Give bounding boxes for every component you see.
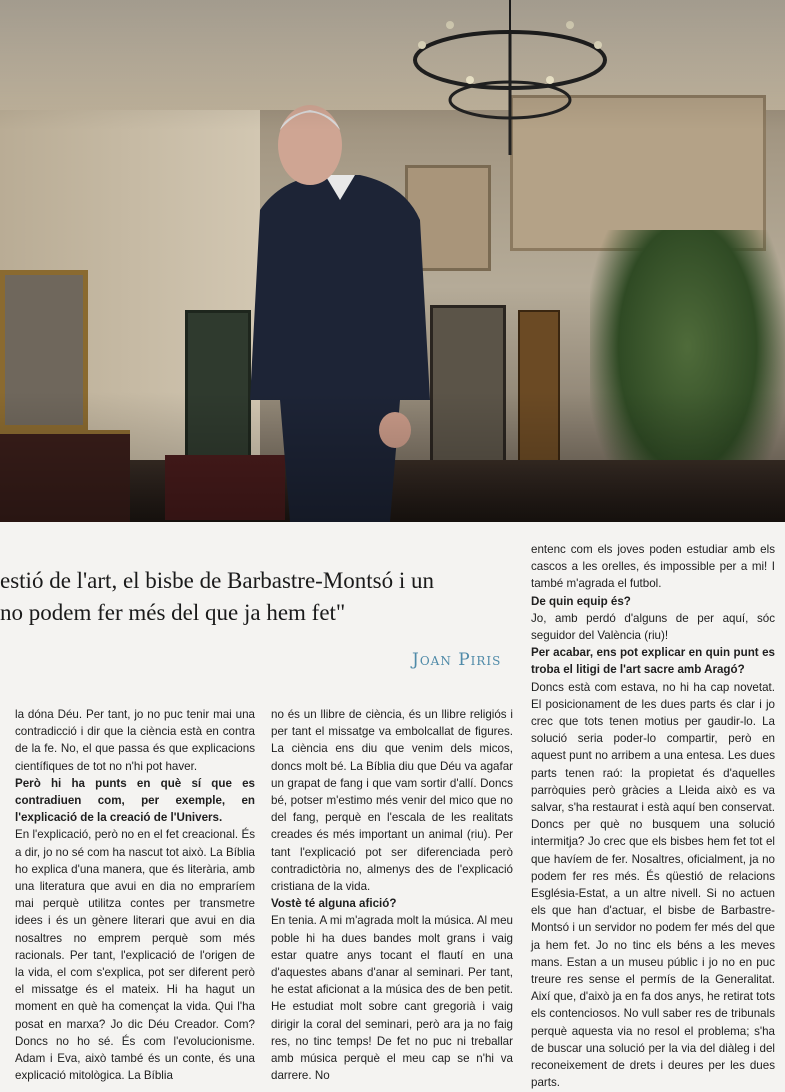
interview-question: Per acabar, ens pot explicar en quin punt es troba el litigi de l'art sacre amb Aragó?	[531, 646, 775, 677]
interview-question: Vostè té alguna afició?	[271, 897, 397, 911]
interview-answer: Doncs està com estava, no hi ha cap novetat. El posicionament de les dues parts és clar i jo crec que tots tenen motius per gaudir-lo. La solució seria poder-lo compartir, però en aquest punt no arribem a una entesa. Les dues parts tenen raó: la propietat és d'aquelles parròquies però gràcies a Lleida això es va salvar, s'ha restaurat i està aquí ben conservat. Doncs per què no busquem una solució intermitja? Jo crec que els bisbes hem fet tot el que havíem de fer. Nosaltres, oficialment, ja no podem fer res més. És qüestió de relacions Església-Estat, a un altre nivell. Si no actuen els que han d'actuar, el bisbe de Barbastre-Montsó i un servidor no podem fer més del que ja hem fet. Jo no tinc els béns a les meves mans. Estan a un museu públic i jo no en puc treure res sense el permís de la Generalitat. Així que, d'això ja en fa dos anys, he retirat tots els contenciosos. No vull saber res de tribunals perquè aquesta via no resol el problema; s'ha de buscar una solució per la via del diàleg i del reconeixement de drets i deures per les dues parts.	[531, 680, 775, 1090]
interview-answer: no és un llibre de ciència, és un llibre religiós i per tant el missatge va embolcallat de figures. La ciència ens diu que venim dels micos, doncs molt bé. La Bíblia diu que Déu va agafar un grapat de fang i que vam sortir d'allí. Doncs bé, potser m'estimo més venir del mico que no del fang, perquè en l'escala de les realitats creades és més important un animal (riu). Per tant l'explicació pot ser diferenciada però contradictòria no, almenys des de l'explicació cristiana de la vida.	[271, 708, 513, 894]
article-column-3	[531, 541, 775, 1092]
interview-answer: la dóna Déu. Per tant, jo no puc tenir mai una contradicció i dir que la ciència està en contra de la fe. No, el que passa és que explicacions científiques de tot no n'hi pot haver.	[15, 708, 255, 773]
interview-question: Però hi ha punts en què sí que es contradiuen com, per exemple, en l'explicació de la creació de l'Univers.	[15, 776, 255, 825]
interview-answer: entenc com els joves poden estudiar amb els cascos a les orelles, és impossible per a mi! I també m'agrada el futbol.	[531, 543, 775, 591]
headline-line-2: no podem fer més del que ja hem fet"	[0, 600, 346, 625]
interview-question: De quin equip és?	[531, 594, 631, 608]
interview-answer: En l'explicació, però no en el fet creacional. És a dir, jo no sé com ha nascut tot això. La Bíblia ho explica d'una manera, que és literària, amb una literatura que avui en dia no empraríem mai perquè utilitza contes per transmetre idees i és un gènere literari que avui en dia nosaltres no emprem perquè som més racionals. Per tant, l'explicació de l'origen de la vida, el com s'explica, pot ser diferent però el missatge és el mateix. Hi ha hagut un moment en què ha començat la vida. Qui l'ha posat en marxa? Jo dic Déu Creador. Com? Doncs no ho sé. És com l'evolucionisme. Adam i Eva, això també és un conte, és una explicació mitològica. La Bíblia	[15, 828, 255, 1083]
interview-answer: En tenia. A mi m'agrada molt la música. Al meu poble hi ha dues bandes molt grans i vaig estar quatre anys tocant el flautí en una d'aquestes abans d'anar al seminari. Per tant, he estat aficionat a la música des de ben petit. He estudiat molt sobre cant gregorià i vaig dirigir la coral del seminari, però ara ja no faig res, no tinc temps! De fet no puc ni treballar amb música perquè el meu cap se n'hi va darrere. No	[271, 914, 513, 1083]
headline-line-1: estió de l'art, el bisbe de Barbastre-Montsó i un	[0, 568, 435, 593]
photo-vignette	[0, 0, 785, 522]
interview-answer: Jo, amb perdó d'alguns de per aquí, sóc seguidor del València (riu)!	[531, 611, 775, 643]
article-column-1	[15, 706, 255, 1084]
byline: Joan Piris	[412, 650, 502, 670]
article-column-2	[271, 706, 513, 1084]
headline	[0, 565, 520, 629]
header-photo	[0, 0, 785, 522]
